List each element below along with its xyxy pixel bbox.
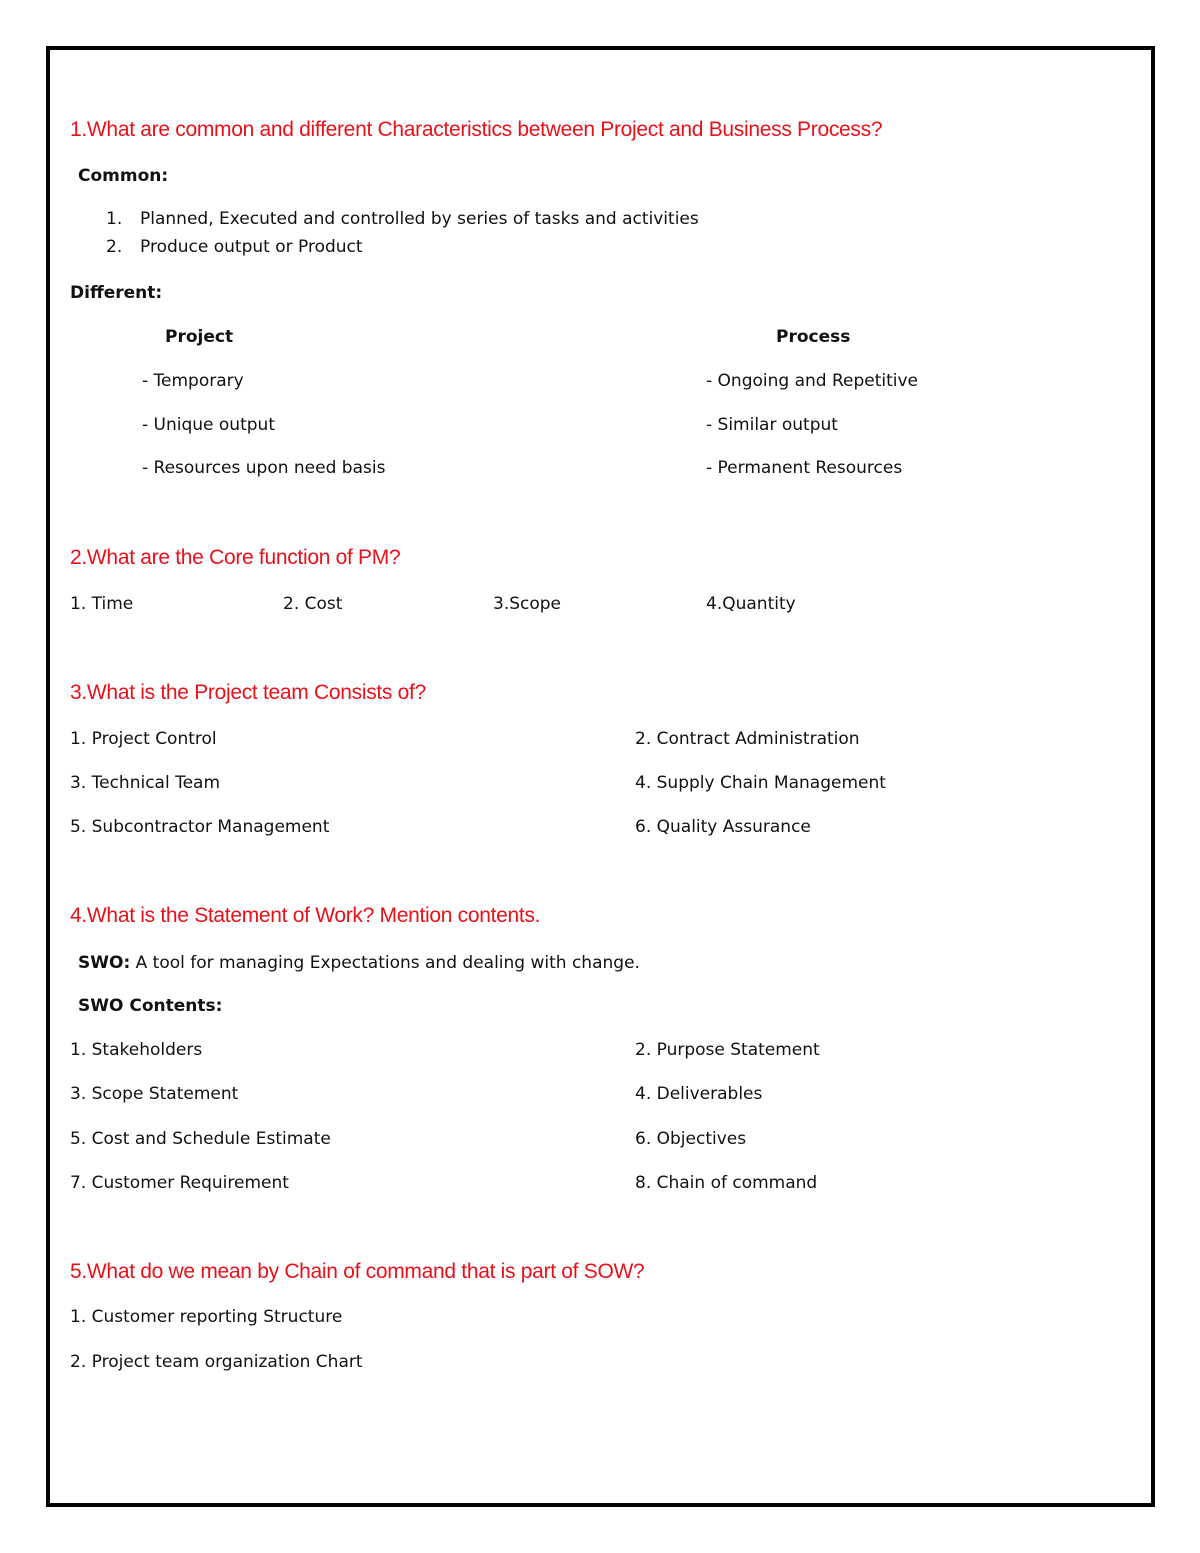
- process-trait-1: - Ongoing and Repetitive: [706, 371, 919, 391]
- swo-content-item: 5. Cost and Schedule Estimate: [70, 1129, 331, 1149]
- swo-content-item: 7. Customer Requirement: [70, 1173, 289, 1193]
- project-column-header: Project: [165, 327, 234, 347]
- swo-content-item: 1. Stakeholders: [70, 1040, 203, 1060]
- team-item: 3. Technical Team: [70, 773, 221, 793]
- chain-of-command-item: 2. Project team organization Chart: [70, 1352, 363, 1372]
- swo-content-item: 8. Chain of command: [635, 1173, 818, 1193]
- question-4-heading: 4.What is the Statement of Work? Mention contents.: [70, 904, 541, 927]
- project-trait-1: - Temporary: [142, 371, 244, 391]
- list-number: 2.: [106, 237, 123, 257]
- swo-content-item: 2. Purpose Statement: [635, 1040, 820, 1060]
- swo-definition: [78, 953, 640, 973]
- common-label: Common:: [78, 166, 169, 186]
- process-trait-2: - Similar output: [706, 415, 838, 435]
- core-function-cost: 2. Cost: [283, 594, 343, 614]
- swo-content-item: 3. Scope Statement: [70, 1084, 239, 1104]
- swo-contents-label: SWO Contents:: [78, 996, 223, 1016]
- project-trait-2: - Unique output: [142, 415, 275, 435]
- question-3-heading: 3.What is the Project team Consists of?: [70, 681, 426, 704]
- question-5-heading: 5.What do we mean by Chain of command that is part of SOW?: [70, 1260, 645, 1283]
- project-trait-3: - Resources upon need basis: [142, 458, 386, 478]
- question-2-heading: 2.What are the Core function of PM?: [70, 546, 401, 569]
- process-trait-3: - Permanent Resources: [706, 458, 903, 478]
- common-item-2: [106, 237, 363, 257]
- swo-definition-text: A tool for managing Expectations and dealing with change.: [130, 953, 640, 973]
- list-text: Produce output or Product: [140, 237, 363, 257]
- swo-content-item: 4. Deliverables: [635, 1084, 763, 1104]
- team-item: 6. Quality Assurance: [635, 817, 811, 837]
- core-function-scope: 3.Scope: [493, 594, 562, 614]
- question-1-heading: 1.What are common and different Characteristics between Project and Business Process?: [70, 118, 883, 141]
- team-item: 1. Project Control: [70, 729, 217, 749]
- team-item: 4. Supply Chain Management: [635, 773, 886, 793]
- core-function-time: 1. Time: [70, 594, 134, 614]
- team-item: 5. Subcontractor Management: [70, 817, 330, 837]
- list-text: Planned, Executed and controlled by series of tasks and activities: [140, 209, 699, 229]
- team-item: 2. Contract Administration: [635, 729, 860, 749]
- different-label: Different:: [70, 283, 163, 303]
- list-number: 1.: [106, 209, 123, 229]
- chain-of-command-item: 1. Customer reporting Structure: [70, 1307, 343, 1327]
- swo-content-item: 6. Objectives: [635, 1129, 747, 1149]
- process-column-header: Process: [776, 327, 851, 347]
- core-function-quantity: 4.Quantity: [706, 594, 796, 614]
- common-item-1: [106, 209, 699, 229]
- swo-label: SWO:: [78, 953, 131, 973]
